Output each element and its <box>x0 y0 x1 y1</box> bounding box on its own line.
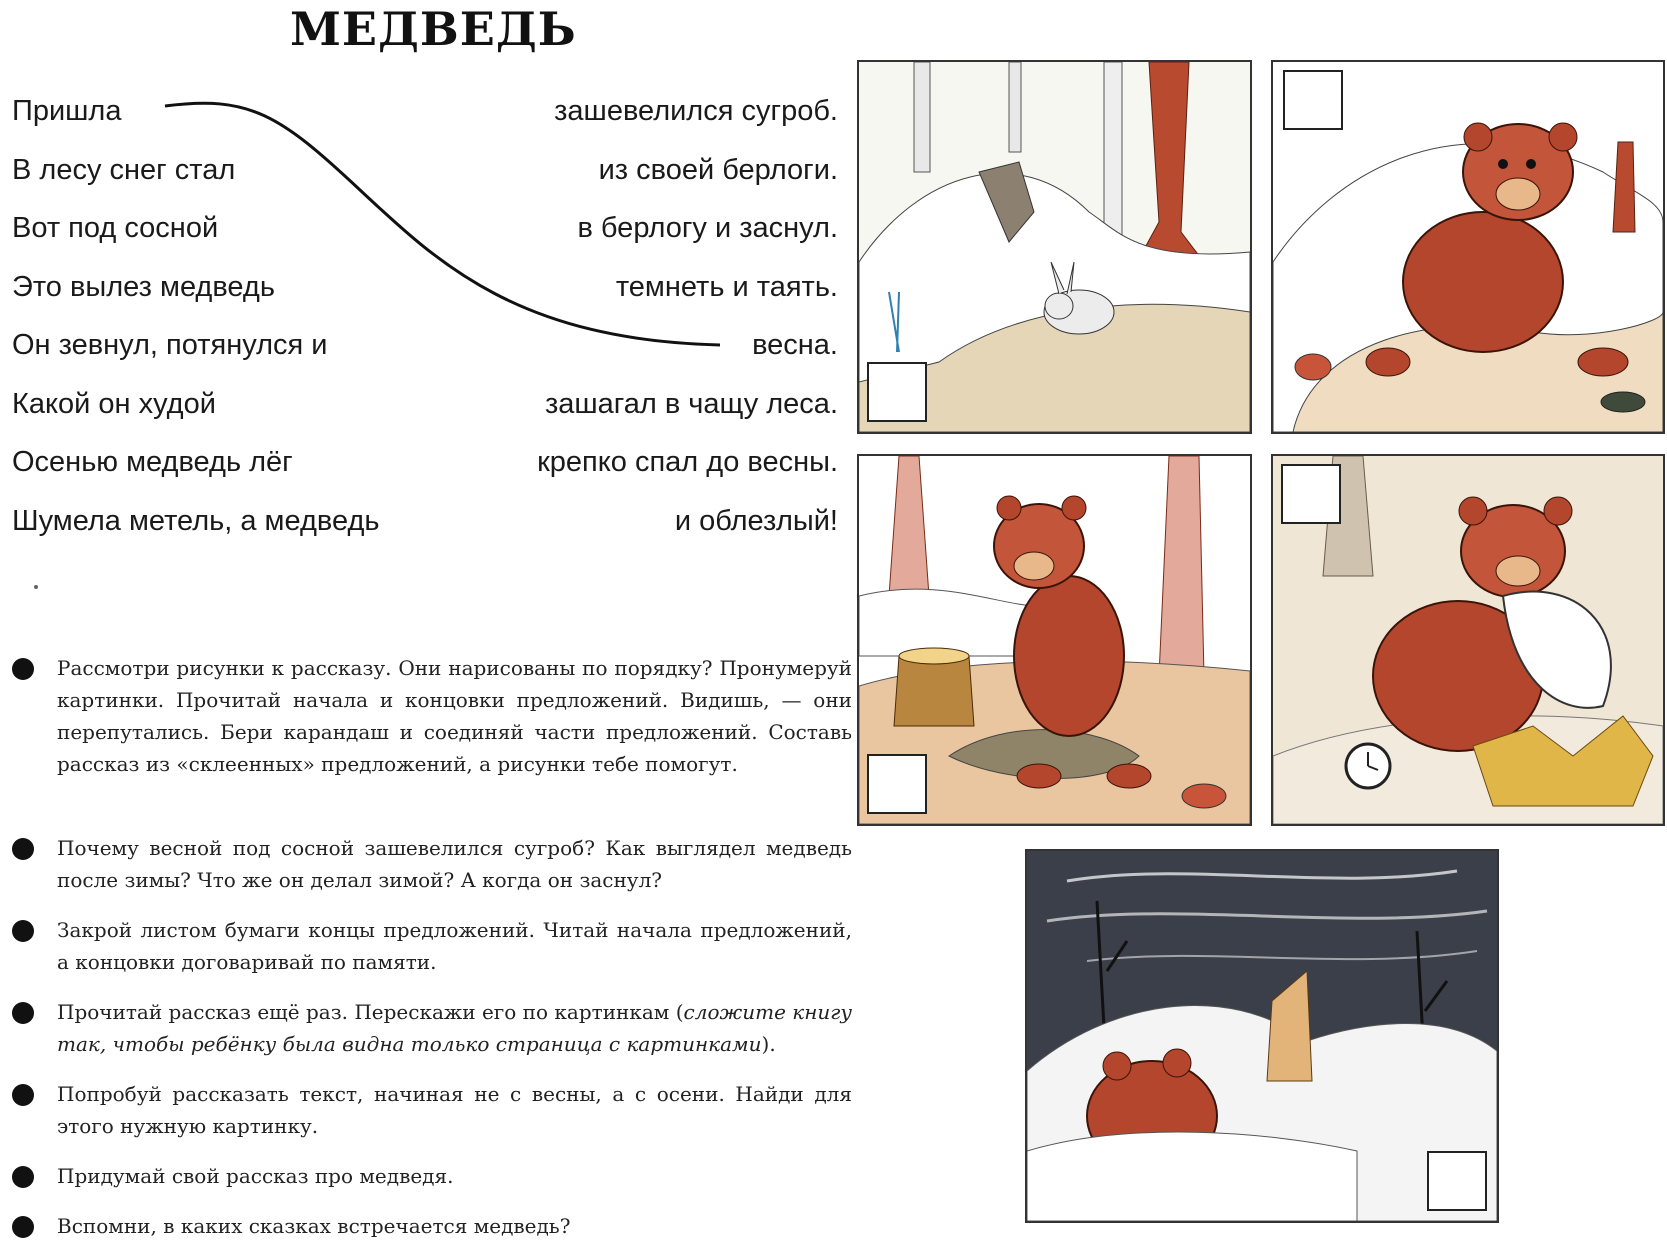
task-text: Закрой листом бумаги концы предложений. Читай начала предложений, а концовки договаривай по памяти. <box>57 918 852 974</box>
sentence-start: Это вылез медведь <box>12 270 275 303</box>
sentence-start: Пришла <box>12 95 122 127</box>
picture-autumn-bear <box>1271 454 1665 826</box>
sentence-starts <box>12 82 379 550</box>
sentence-end: весна. <box>752 329 838 361</box>
bullet-icon <box>12 1084 34 1106</box>
sentence-start: Какой он худой <box>12 387 216 420</box>
sentence-start: Он зевнул, потянулся и <box>12 329 328 361</box>
task-text-part: ). <box>761 1032 776 1056</box>
picture-bear-leaves-den <box>1271 60 1665 434</box>
picture-number-box[interactable] <box>867 754 927 814</box>
task-text: Рассмотри рисунки к рассказу. Они нарисованы по порядку? Пронумеруй картинки. Прочитай начала и концовки предложений. Видишь, — они перепутались. Бери карандаш и соединяй части предложений. Составь рассказ из «склеенных» предложений, а рисунки тебе помогут. <box>57 656 852 776</box>
sentence-end: зашагал в чащу леса. <box>544 387 838 420</box>
task-text-part: Прочитай рассказ ещё раз. Перескажи его по картинкам ( <box>57 1000 684 1024</box>
sentence-end: зашевелился сугроб. <box>554 95 838 127</box>
task-text <box>57 996 852 1060</box>
task-text-italic: сложите книгу так, чтобы ребёнку была видна только страница с картинками <box>57 1000 852 1056</box>
sentence-start: Шумела метель, а медведь <box>12 504 380 537</box>
bullet-icon <box>12 920 34 942</box>
picture-number-box[interactable] <box>1281 464 1341 524</box>
task-text: Придумай свой рассказ про медведя. <box>57 1164 454 1188</box>
bullet-icon <box>12 1216 34 1238</box>
stray-dot <box>34 585 38 589</box>
sentence-end: крепко спал до весны. <box>537 446 838 478</box>
sentence-end: и облезлый! <box>674 504 838 537</box>
bullet-icon <box>12 658 34 680</box>
task-text: Почему весной под сосной зашевелился сугроб? Как выглядел медведь после зимы? Что же он делал зимой? А когда он заснул? <box>57 836 852 892</box>
bullet-icon <box>12 838 34 860</box>
task-text: Попробуй рассказать текст, начиная не с весны, а с осени. Найди для этого нужную картинку. <box>57 1082 852 1138</box>
picture-number-box[interactable] <box>867 362 927 422</box>
bullet-icon <box>12 1166 34 1188</box>
picture-sleeping-bear <box>1025 849 1499 1223</box>
picture-spring-hare <box>857 60 1252 434</box>
page-title: МЕДВЕДЬ <box>290 2 577 56</box>
sentence-start: В лесу снег стал <box>12 153 236 186</box>
picture-number-box[interactable] <box>1427 1151 1487 1211</box>
picture-thin-bear <box>857 454 1252 826</box>
bullet-icon <box>12 1002 34 1024</box>
sentence-end: в берлогу и заснул. <box>577 212 838 244</box>
task-text: Вспомни, в каких сказках встречается медведь? <box>57 1214 571 1238</box>
sentence-end: темнеть и таять. <box>615 270 838 303</box>
sentence-ends <box>430 82 838 550</box>
sentence-start: Осенью медведь лёг <box>12 446 293 478</box>
sentence-start: Вот под сосной <box>12 212 219 244</box>
picture-number-box[interactable] <box>1283 70 1343 130</box>
sentence-end: из своей берлоги. <box>598 153 838 186</box>
